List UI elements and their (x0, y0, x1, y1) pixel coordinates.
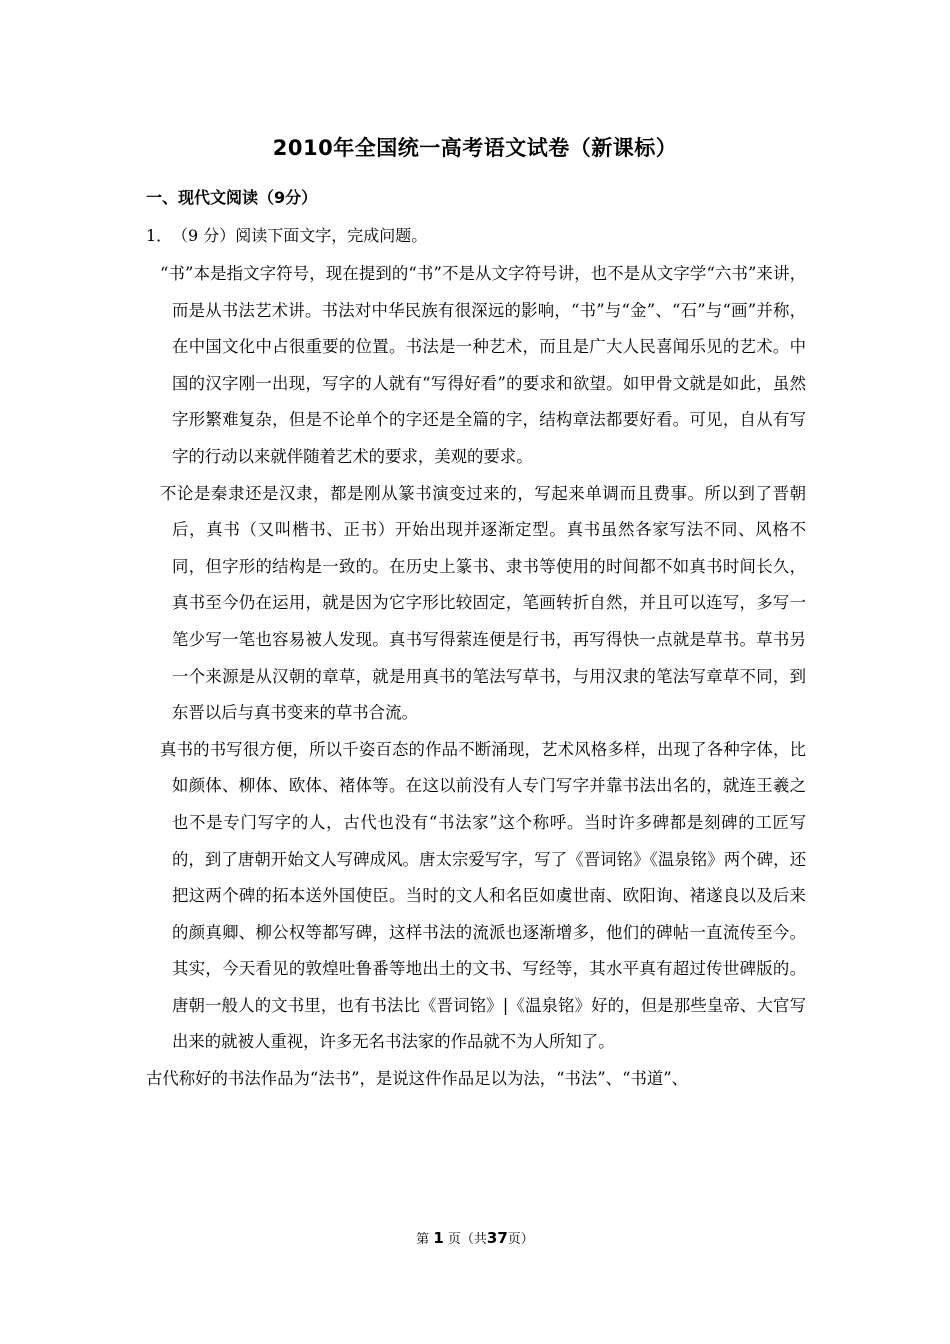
question-prompt-line (146, 224, 427, 248)
footer-prefix: 第 (416, 1232, 430, 1247)
section-heading: 一、现代文阅读（9分） (146, 188, 318, 207)
page-footer (0, 1228, 950, 1250)
footer-middle: 页（共 (447, 1232, 487, 1247)
passage-paragraph-2: 不论是秦隶还是汉隶，都是刚从篆书演变过来的，写起来单调而且费事。所以到了晋朝后，真书（又叫楷书、正书）开始出现并逐渐定型。真书虽然各家写法不同、风格不同，但字形的结构是一致的。在历史上篆书、隶书等使用的时间都不如真书时间长久，真书至今仍在运用，就是因为它字形比较固定，笔画转折自然，并且可以连写，多写一笔少写一笔也容易被人发现。真书写得萦连便是行书，再写得快一点就是草书。草书另一个来源是从汉朝的章草，就是用真书的笔法写草书，与用汉隶的笔法写章草不同，到东晋以后与真书变来的草书合流。 (160, 483, 806, 723)
reading-passage (146, 256, 806, 1098)
document-title: 2010年全国统一高考语文试卷（新课标） (272, 136, 678, 160)
question-number: 1． (146, 226, 173, 245)
footer-total-pages: 37 (486, 1229, 508, 1247)
footer-suffix: 页） (507, 1232, 534, 1247)
passage-paragraph-3: 真书的书写很方便，所以千姿百态的作品不断涌现，艺术风格多样，出现了各种字体，比如颜体、柳体、欧体、褚体等。在这以前没有人专门写字并靠书法出名的，就连王羲之也不是专门写字的人，古代也没有“书法家”这个称呼。当时许多碑都是刻碑的工匠写的，到了唐朝开始文人写碑成风。唐太宗爱写字，写了《晋词铭》《温泉铭》两个碑，还把这两个碑的拓本送外国使臣。当时的文人和名臣如虞世南、欧阳询、褚遂良以及后来的颜真卿、柳公权等都写碑，这样书法的流派也逐渐增多，他们的碑帖一直流传至今。其实，今天看见的敦煌吐鲁番等地出土的文书、写经等，其水平真有超过传世碑版的。唐朝一般人的文书里，也有书法比《晋词铭》|《温泉铭》好的，但是那些皇帝、大官写出来的就被人重视，许多无名书法家的作品就不为人所知了。 (160, 739, 806, 1052)
question-prompt: （9 分）阅读下面文字，完成问题。 (172, 226, 428, 245)
passage-paragraph-4: 古代称好的书法作品为“法书”，是说这件作品足以为法，“书法”、“书道”、 (146, 1069, 688, 1089)
passage-paragraph-1: “书”本是指文字符号，现在提到的“书”不是从文字符号讲，也不是从文字学“六书”来讲，而是从书法艺术讲。书法对中华民族有很深远的影响，“书”与“金”、“石”与“画”并称，在中国文化中占很重要的位置。书法是一种艺术，而且是广大人民喜闻乐见的艺术。中国的汉字刚一出现，写字的人就有“写得好看”的要求和欲望。如甲骨文就是如此，虽然字形繁难复杂，但是不论单个的字还是全篇的字，结构章法都要好看。可见，自从有写字的行动以来就伴随着艺术的要求，美观的要求。 (160, 264, 806, 466)
footer-page-number: 1 (433, 1229, 444, 1247)
